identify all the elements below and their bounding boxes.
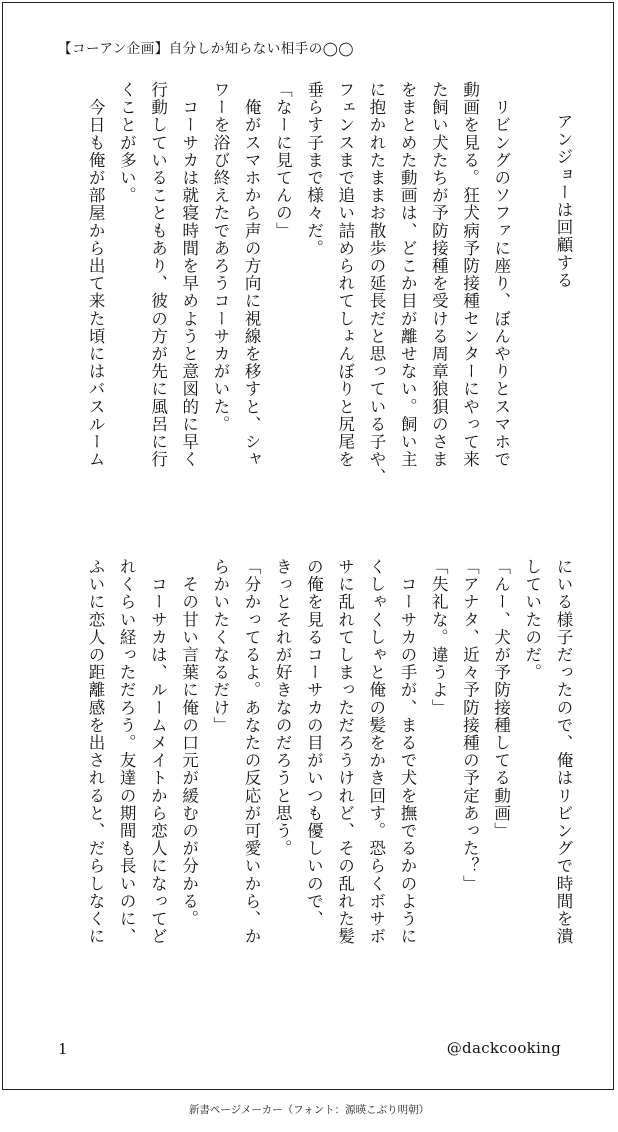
text-column-bottom bbox=[49, 558, 579, 983]
text-line: をまとめた動画は、どこか目が離せない。飼い主 bbox=[398, 81, 418, 469]
text-line: その甘い言葉に俺の口元が緩むのが分かる。 bbox=[179, 558, 199, 928]
text-line: の俺を見るコーサカの目がいつも優しいので、 bbox=[304, 558, 324, 928]
text-line: コーサカは就寝時間を早めようと意図的に早く bbox=[179, 81, 199, 469]
text-line: くしゃくしゃと俺の髪をかき回す。恐らくボサボ bbox=[366, 558, 386, 946]
generator-credit: 新書ページメーカー（フォント：源暎こぶり明朝） bbox=[188, 1104, 430, 1116]
text-line: 垂らす子まで様々だ。 bbox=[304, 81, 324, 257]
section-heading: アンジョーは回顧する bbox=[554, 113, 573, 289]
text-line: らかいたくなるだけ」 bbox=[210, 558, 230, 734]
text-line: ふいに恋人の距離感を出されると、だらしなくに bbox=[85, 558, 105, 946]
text-column-top bbox=[49, 81, 579, 506]
text-line: に抱かれたままお散歩の延長だと思っている子や、 bbox=[366, 81, 386, 486]
text-line: 「失礼な。違うよ」 bbox=[429, 558, 449, 717]
text-line: にいる様子だったので、俺はリビングで時間を潰 bbox=[554, 558, 573, 946]
text-line: ワーを浴び終えたであろうコーサカがいた。 bbox=[210, 81, 230, 433]
text-line: 俺がスマホから声の方向に視線を移すと、シャ bbox=[242, 81, 262, 469]
text-line: 動画を見る。狂犬病予防接種センターにやって来 bbox=[460, 81, 480, 469]
page-header-title: 【コーアン企画】自分しか知らない相手の◯◯ bbox=[58, 41, 355, 57]
author-handle: @dackcooking bbox=[446, 1039, 561, 1057]
manuscript-page bbox=[2, 2, 614, 1090]
text-line: れくらい経っただろう。友達の期間も長いのに、 bbox=[117, 558, 137, 946]
text-line: サに乱れてしまっただろうけれど、その乱れた髪 bbox=[335, 558, 355, 946]
text-line: フェンスまで追い詰められてしょんぼりと尻尾を bbox=[335, 81, 355, 469]
text-line: 「なーに見てんの」 bbox=[273, 81, 293, 240]
text-line: コーサカの手が、まるで犬を撫でるかのように bbox=[397, 558, 417, 946]
text-line: くことが多い。 bbox=[117, 81, 137, 205]
text-line: リビングのソファに座り、ぼんやりとスマホで bbox=[491, 81, 511, 469]
text-line: 今日も俺が部屋から出て来た頃にはバスルーム bbox=[86, 81, 106, 469]
text-line: コーサカは、ルームメイトから恋人になってど bbox=[148, 558, 168, 946]
text-line: 「んー、犬が予防接種してる動画」 bbox=[491, 558, 511, 840]
text-line: 「分かってるよ。あなたの反応が可愛いから、か bbox=[241, 558, 261, 946]
text-line: していたのだ。 bbox=[522, 558, 542, 682]
text-line: 「アナタ、近々予防接種の予定あった？」 bbox=[460, 558, 480, 893]
text-line: た飼い犬たちが予防接種を受ける周章狼狽のさま bbox=[429, 81, 449, 469]
page-number: 1 bbox=[58, 1040, 68, 1058]
text-line: 行動していることもあり、彼の方が先に風呂に行 bbox=[148, 81, 168, 469]
text-line: きっとそれが好きなのだろうと思う。 bbox=[273, 558, 293, 858]
